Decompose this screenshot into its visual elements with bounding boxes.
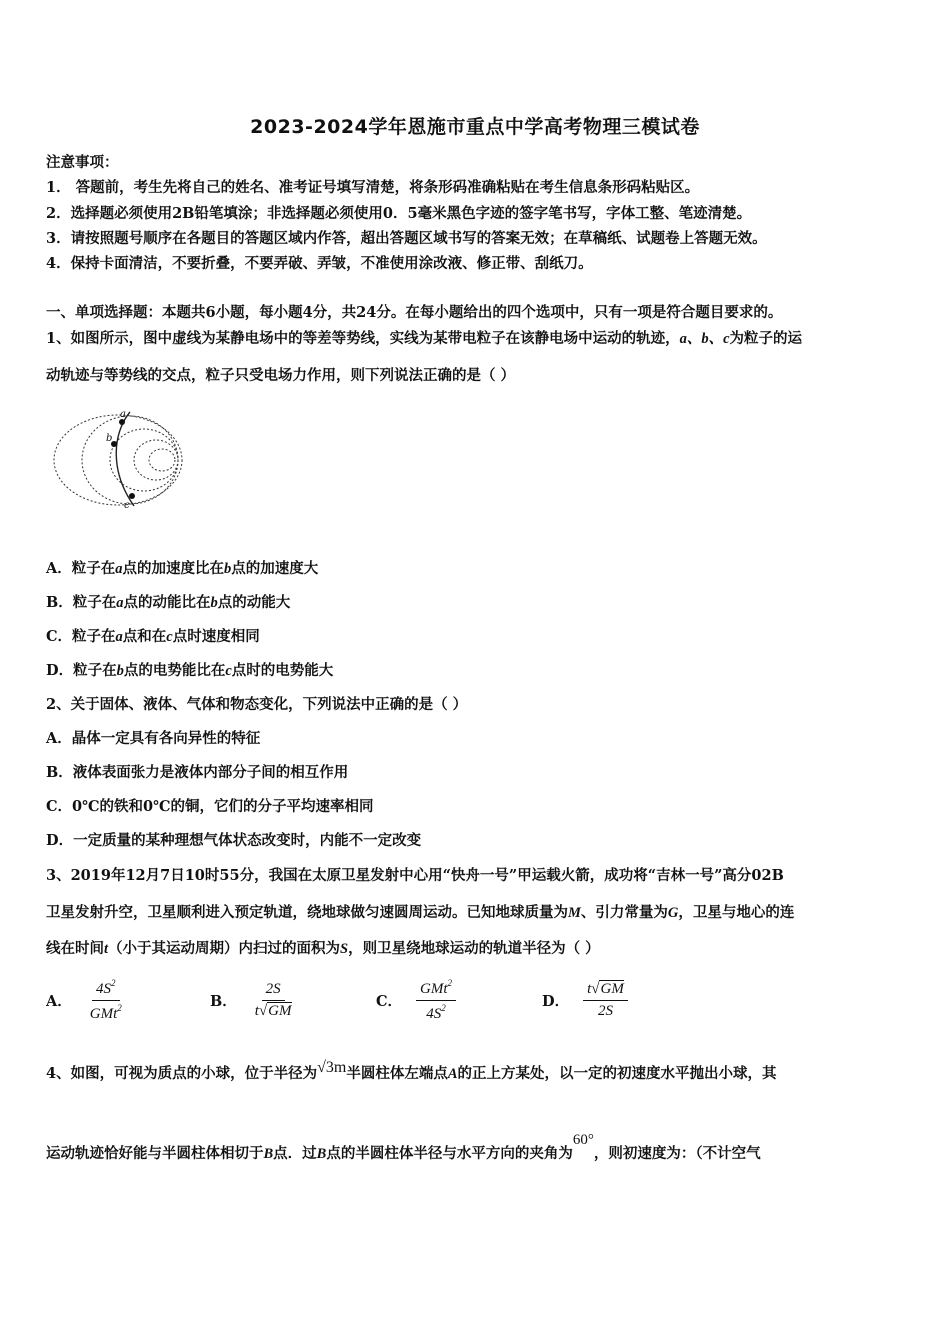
figure-label-c: c — [124, 500, 130, 511]
q1-a-var2: b — [224, 561, 232, 577]
q3-a-label: A． — [46, 992, 72, 1010]
q3-c-den: 4S — [426, 1005, 442, 1022]
q1-line1-post: 为粒子的运 — [729, 330, 803, 347]
q3-a-fraction — [86, 978, 126, 1023]
q1-d-text3: 点时的电势能大 — [231, 662, 334, 679]
q1-a-var1: a — [115, 561, 123, 577]
q3-var-t: t — [104, 941, 109, 957]
q4-l2-d: ，则初速度为：（不计空气 — [593, 1145, 761, 1162]
q4-l2-c: 点的半圆柱体半径与水平方向的夹角为 — [326, 1145, 573, 1162]
q4-l1-a: 4、如图，可视为质点的小球，位于半径为 — [46, 1065, 318, 1082]
q1-d-text1: D．粒子在 — [46, 662, 117, 679]
q1-c-var2: c — [166, 629, 173, 645]
q4-l2-a: 运动轨迹恰好能与半圆柱体相切于 — [46, 1145, 264, 1162]
q1-d-var1: b — [116, 663, 124, 679]
q3-l3-a: 线在时间 — [46, 940, 104, 957]
q3-option-c[interactable] — [376, 975, 456, 1025]
q3-b-num: 2S — [265, 980, 281, 997]
q3-c-num: GMt — [420, 980, 448, 997]
q3-l3-b: （小于其运动周期）内扫过的面积为 — [108, 940, 341, 957]
notice-item-2: 2．选择题必须使用2B铅笔填涂；非选择题必须使用0．5毫米黑色字迹的签字笔书写，字体工整、笔迹清楚。 — [46, 205, 752, 222]
notice-item-1: 1． 答题前，考生先将自己的姓名、准考证号填写清楚，将条形码准确粘贴在考生信息条形码粘贴区。 — [46, 179, 700, 196]
q3-d-num-pre: t — [587, 980, 592, 997]
q4-l1-c: 的正上方某处，以一定的初速度水平抛出小球，其 — [457, 1065, 777, 1082]
q4-angle: 60° — [572, 1132, 594, 1148]
q1-a-text3: 点的加速度大 — [231, 560, 319, 577]
q3-a-den-sup: 2 — [117, 1002, 122, 1013]
q2-stem: 2、关于固体、液体、气体和物态变化，下列说法中正确的是（ ） — [46, 696, 468, 713]
q1-stem-line1 — [46, 327, 802, 348]
q1-a-text1: A．粒子在 — [46, 560, 116, 577]
q3-d-den: 2S — [597, 1002, 613, 1019]
q1-b-text1: B．粒子在 — [46, 594, 117, 611]
q3-l2-c: ，卫星与地心的连 — [678, 904, 795, 921]
q2-option-c[interactable]: C．0℃的铁和0℃的铜，它们的分子平均速率相同 — [46, 798, 374, 815]
q3-c-den-sup: 2 — [441, 1002, 446, 1013]
q3-b-den-rad: GM — [268, 1002, 292, 1019]
q1-line1-vars: a、b、c — [679, 331, 730, 347]
section1-heading: 一、单项选择题：本题共6小题，每小题4分，共24分。在每小题给出的四个选项中，只有一项是符合题目要求的。 — [46, 304, 783, 321]
q1-c-text1: C．粒子在 — [46, 628, 116, 645]
q3-d-num-rad: GM — [600, 980, 624, 997]
q1-option-b[interactable] — [46, 591, 290, 612]
q3-option-d[interactable] — [542, 975, 628, 1025]
q1-line1-pre: 1、如图所示，图中虚线为某静电场中的等差等势线，实线为某带电粒子在该静电场中运动的轨迹， — [46, 330, 680, 347]
q4-point-B: B — [263, 1146, 274, 1162]
q2-option-b[interactable]: B．液体表面张力是液体内部分子间的相互作用 — [46, 764, 349, 781]
q3-l3-c: ，则卫星绕地球运动的轨道半径为（ ） — [348, 940, 600, 957]
q1-b-var1: a — [116, 595, 124, 611]
q3-d-fraction — [583, 981, 628, 1020]
q3-option-b[interactable] — [210, 975, 296, 1025]
figure-label-b: b — [106, 433, 113, 444]
q1-stem-line2: 动轨迹与等势线的交点，粒子只受电场力作用，则下列说法正确的是（ ） — [46, 367, 516, 384]
q1-b-var2: b — [210, 595, 218, 611]
q4-stem-line1 — [46, 1059, 777, 1083]
q3-a-num: 4S — [96, 980, 112, 997]
q3-d-label: D． — [542, 992, 570, 1010]
q3-c-label: C． — [376, 992, 403, 1010]
equipotential-line-2 — [82, 416, 178, 504]
q3-l2-b: 、引力常量为 — [580, 904, 668, 921]
equipotential-line-5 — [149, 449, 175, 471]
sqrt-icon: √ — [317, 1059, 326, 1076]
q3-var-S: S — [340, 941, 349, 957]
equipotential-line-4 — [134, 440, 178, 480]
particle-trajectory — [116, 412, 134, 506]
q3-a-num-sup: 2 — [111, 977, 116, 988]
q1-b-text2: 点的动能比在 — [123, 594, 211, 611]
q4-radius-value: 3m — [325, 1059, 347, 1076]
q3-b-label: B． — [210, 992, 237, 1010]
notice-item-3: 3．请按照题号顺序在各题目的答题区域内作答，超出答题区域书写的答案无效；在草稿纸、试题卷上答题无效。 — [46, 230, 767, 247]
q3-c-num-sup: 2 — [447, 977, 453, 988]
figure-label-a: a — [120, 409, 126, 420]
q3-stem-line2 — [46, 901, 794, 922]
q2-option-a[interactable]: A．晶体一定具有各向异性的特征 — [46, 730, 261, 747]
q4-l2-b: 点．过 — [273, 1145, 317, 1162]
q3-var-G: G — [667, 905, 679, 921]
q1-c-text3: 点时速度相同 — [172, 628, 260, 645]
q1-c-var1: a — [115, 629, 123, 645]
q1-a-text2: 点的加速度比在 — [122, 560, 224, 577]
page-title: 2023-2024学年恩施市重点中学高考物理三模试卷 — [250, 116, 700, 138]
q3-stem-line3 — [46, 937, 600, 958]
notice-item-4: 4．保持卡面清洁，不要折叠，不要弄破、弄皱，不准使用涂改液、修正带、刮纸刀。 — [46, 255, 593, 272]
q1-d-text2: 点的电势能比在 — [123, 662, 226, 679]
q4-l1-b: 半圆柱体左端点 — [346, 1065, 448, 1082]
q1-equipotential-figure — [50, 402, 190, 522]
q1-option-d[interactable] — [46, 659, 333, 680]
sqrt-icon: √ — [258, 1002, 268, 1019]
q4-point-B2: B — [316, 1146, 327, 1162]
q4-stem-line2 — [46, 1132, 761, 1163]
sqrt-icon: √ — [591, 980, 600, 997]
q1-b-text3: 点的动能大 — [217, 594, 291, 611]
q2-option-d[interactable]: D．一定质量的某种理想气体状态改变时，内能不一定改变 — [46, 832, 422, 849]
q1-option-a[interactable] — [46, 557, 318, 578]
q3-l2-a: 卫星发射升空，卫星顺利进入预定轨道，绕地球做匀速圆周运动。已知地球质量为 — [46, 904, 568, 921]
equipotential-line-3 — [110, 429, 178, 491]
q3-stem-line1: 3、2019年12月7日10时55分，我国在太原卫星发射中心用“快舟一号”甲运载火箭，成功将“吉林一号”高分02B — [46, 867, 784, 884]
q3-c-fraction — [416, 978, 456, 1023]
q4-radius — [317, 1059, 346, 1076]
q3-b-den-pre: t — [254, 1002, 259, 1019]
q1-option-c[interactable] — [46, 625, 260, 646]
q3-b-fraction — [251, 981, 296, 1020]
q3-option-a[interactable] — [46, 975, 126, 1025]
q1-c-text2: 点和在 — [122, 628, 167, 645]
q1-d-var2: c — [225, 663, 232, 679]
q3-var-M: M — [568, 905, 581, 921]
q4-point-A: A — [447, 1066, 458, 1082]
notice-heading: 注意事项： — [46, 154, 119, 171]
q3-a-den: GMt — [89, 1005, 118, 1022]
point-c-dot — [129, 493, 135, 499]
